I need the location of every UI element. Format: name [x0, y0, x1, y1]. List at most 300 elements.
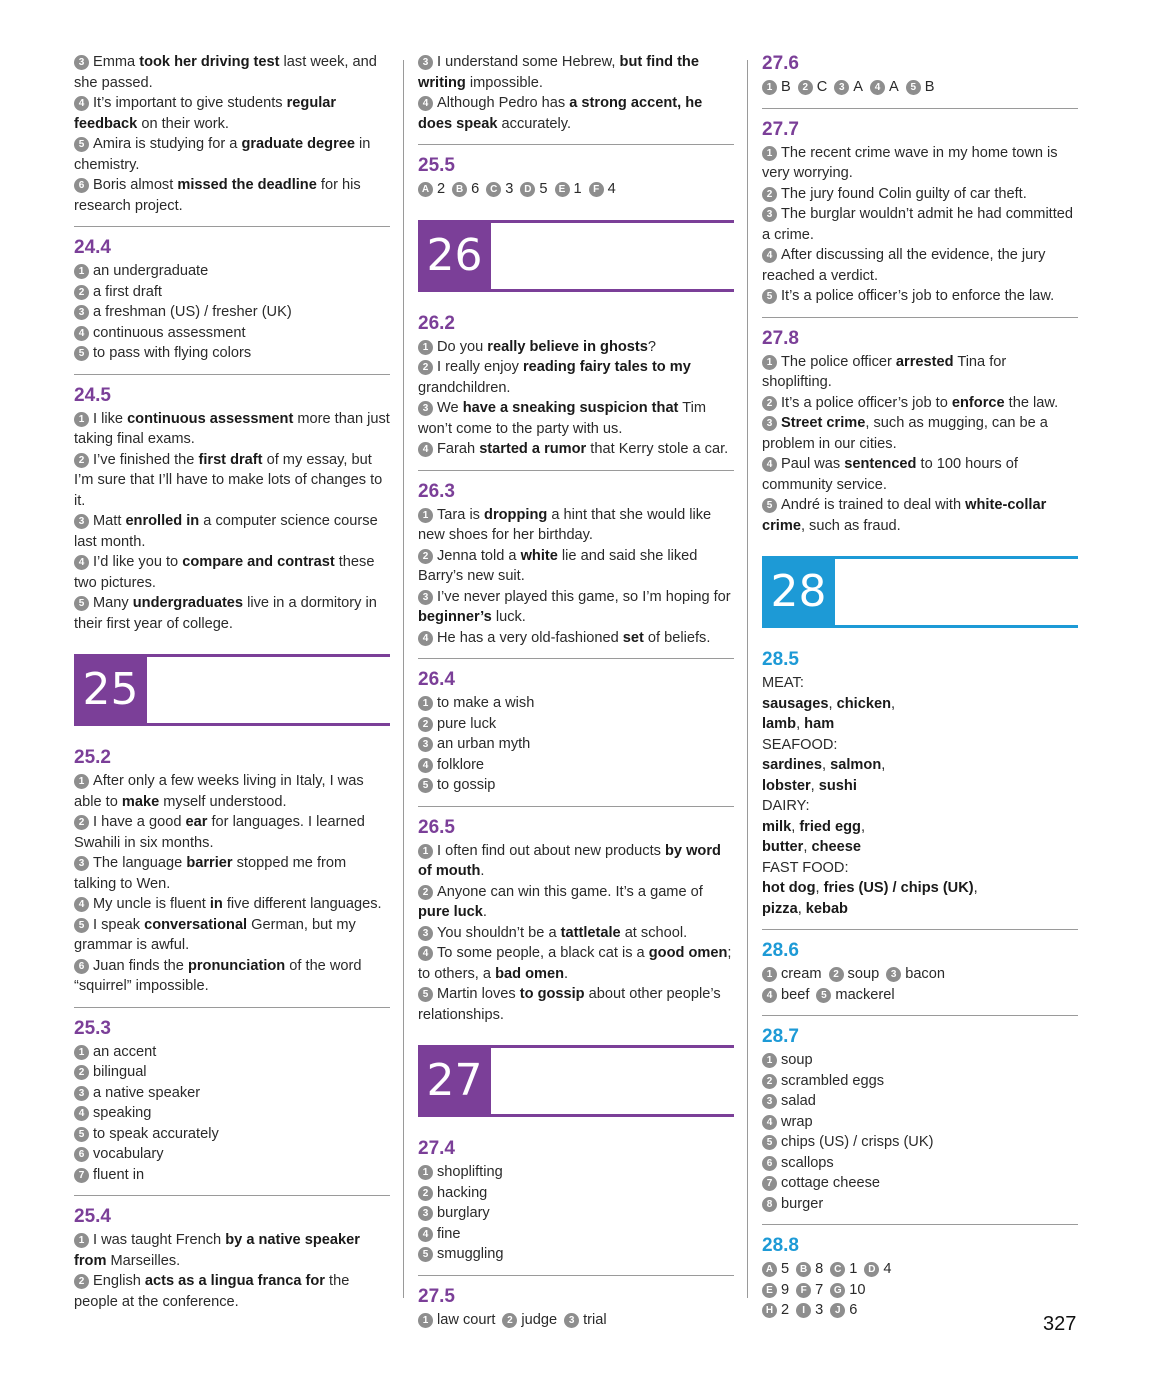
item-number-badge: 2: [74, 285, 89, 300]
answer-text: scrambled eggs: [781, 1072, 885, 1089]
item-number-badge: J: [830, 1303, 845, 1318]
answer-item: [74, 343, 390, 364]
answer-row: [762, 1259, 1078, 1280]
answer-text: burger: [781, 1195, 824, 1212]
section-heading: 28.7: [762, 1026, 799, 1047]
answer-pair: [564, 1310, 607, 1331]
answer-item: [418, 1203, 734, 1224]
item-number-badge: 8: [762, 1197, 777, 1212]
bold-answer-text: to gossip: [519, 986, 585, 1002]
answer-text: My uncle is fluent: [93, 896, 210, 912]
answer-item: [762, 1112, 1078, 1133]
item-number-badge: 4: [418, 442, 433, 457]
item-number-badge: 1: [762, 1053, 777, 1068]
section-heading: 26.3: [418, 480, 455, 502]
answer-item: [74, 915, 390, 956]
bold-answer-text: in: [209, 896, 223, 912]
item-number-badge: 1: [74, 264, 89, 279]
section-heading: 27.8: [762, 327, 799, 349]
answer-pair: [486, 179, 513, 200]
item-number-badge: 5: [418, 987, 433, 1002]
answer-pair: [589, 179, 616, 200]
answer-pair: [452, 179, 479, 200]
answer-text: It’s a police officer’s job to enforce the law.: [781, 288, 1055, 304]
answer-item: [74, 1230, 390, 1271]
section-24-3-continued: [74, 52, 390, 227]
answer-line: [762, 776, 1078, 797]
answer-pair: [418, 179, 445, 200]
item-number-badge: F: [589, 182, 604, 197]
answer-line: [762, 673, 1078, 694]
item-number-badge: G: [830, 1283, 845, 1298]
item-number-badge: 2: [418, 1186, 433, 1201]
answer-text: for languages. I learned Swahili in six months.: [74, 814, 365, 851]
answer-text: , such as mugging, can be a problem in our cities.: [762, 415, 1048, 452]
answer-pair: [906, 77, 935, 98]
bold-answer-text: a strong accent, he does speak: [418, 95, 703, 132]
answer-item: [74, 450, 390, 512]
answer-item: [418, 439, 734, 460]
answer-item: [74, 894, 390, 915]
item-number-badge: 3: [74, 514, 89, 529]
item-number-badge: 3: [74, 856, 89, 871]
answer-row: [762, 1300, 1078, 1321]
answer-text: English: [93, 1273, 145, 1289]
item-number-badge: B: [452, 182, 467, 197]
answer-item: [74, 593, 390, 634]
item-number-badge: 3: [418, 737, 433, 752]
item-number-badge: 1: [762, 355, 777, 370]
bold-answer-text: have a sneaking suspicion that: [462, 400, 679, 416]
item-number-badge: 4: [74, 555, 89, 570]
bold-answer-text: hot dog: [762, 880, 816, 896]
answer-item: [762, 1132, 1078, 1153]
answer-text: in chemistry.: [74, 136, 371, 173]
answer-text: for his research project.: [74, 177, 361, 214]
item-number-badge: 1: [418, 844, 433, 859]
section-heading: 26.5: [418, 816, 455, 838]
answer-text: Tara is: [437, 506, 485, 523]
answer-pair: [762, 1259, 789, 1280]
answer-item: [74, 282, 390, 303]
item-number-badge: 2: [762, 187, 777, 202]
bold-answer-text: by a native speaker from: [74, 1232, 360, 1269]
item-number-badge: 2: [418, 549, 433, 564]
item-number-badge: 5: [74, 137, 89, 152]
answer-item: [762, 1173, 1078, 1194]
answer-text: The police officer: [781, 353, 896, 370]
answer-item: [74, 323, 390, 344]
item-number-badge: 1: [74, 1233, 89, 1248]
section-26-2: [418, 312, 734, 471]
answer-line: [762, 858, 1078, 879]
answer-item: [74, 1271, 390, 1312]
bold-answer-text: set: [622, 629, 644, 646]
bold-answer-text: chicken: [836, 695, 891, 712]
answer-item: [762, 495, 1078, 536]
item-number-badge: 1: [74, 774, 89, 789]
answer-pair: [418, 1310, 495, 1331]
answer-text: a freshman (US) / fresher (UK): [93, 304, 292, 320]
answer-text: smuggling: [437, 1246, 504, 1262]
answer-text: 4: [607, 181, 616, 197]
answer-text: ,: [973, 880, 978, 896]
answer-item: [418, 984, 734, 1025]
answer-pair: [796, 1300, 823, 1321]
section-heading: 27.4: [418, 1138, 455, 1159]
bold-answer-text: good omen: [648, 945, 728, 961]
item-number-badge: 4: [418, 631, 433, 646]
item-number-badge: 1: [762, 967, 777, 982]
item-number-badge: 3: [886, 967, 901, 982]
bold-answer-text: took her driving test: [139, 54, 280, 70]
answer-text: an accent: [93, 1043, 157, 1060]
answer-item: [74, 175, 390, 216]
bold-answer-text: cheese: [811, 839, 861, 855]
answer-text: B: [781, 79, 791, 95]
section-heading: 25.3: [74, 1017, 111, 1039]
section-25-2: [74, 746, 390, 1008]
bold-answer-text: conversational: [144, 916, 248, 933]
bold-answer-text: lobster: [762, 777, 811, 794]
section-27-4: [418, 1137, 734, 1276]
item-number-badge: 3: [418, 1206, 433, 1221]
item-number-badge: A: [418, 182, 433, 197]
unit-number: 26: [418, 223, 491, 289]
answer-line: [762, 735, 1078, 756]
answer-item: [74, 302, 390, 323]
answer-pair: [834, 77, 863, 98]
answer-text: accurately.: [497, 115, 572, 132]
answer-text: It’s a police officer’s job to: [781, 394, 952, 411]
item-number-badge: 2: [798, 80, 813, 95]
answer-text: I have a good: [93, 814, 186, 830]
item-number-badge: 4: [74, 96, 89, 111]
answer-line: [762, 837, 1078, 858]
bold-answer-text: ham: [804, 716, 835, 732]
column-divider: [403, 60, 404, 1298]
answer-text: I’ve never played this game, so I’m hoping for: [437, 588, 731, 605]
item-number-badge: 4: [418, 1227, 433, 1242]
item-number-badge: 2: [418, 885, 433, 900]
answer-pair: [870, 77, 899, 98]
column-1: [74, 52, 390, 1331]
item-number-badge: C: [830, 1262, 845, 1277]
section-heading: 27.6: [762, 53, 799, 74]
answer-text: an urban myth: [437, 736, 531, 752]
bold-answer-text: sardines: [762, 757, 823, 773]
answer-item: [74, 1083, 390, 1104]
bold-answer-text: sushi: [818, 777, 857, 794]
item-number-badge: 5: [74, 918, 89, 933]
section-25-3: [74, 1017, 390, 1197]
answer-item: [762, 1194, 1078, 1215]
item-number-badge: 2: [74, 453, 89, 468]
answer-text: a first draft: [93, 283, 162, 300]
answer-text: , such as fraud.: [800, 517, 901, 534]
bold-answer-text: acts as a lingua franca for: [144, 1273, 325, 1289]
item-number-badge: 6: [74, 178, 89, 193]
answer-text: salad: [781, 1093, 816, 1109]
answer-text: I speak: [93, 916, 145, 933]
answer-text: chips (US) / crisps (UK): [781, 1134, 934, 1150]
answer-text: Do you: [437, 338, 488, 355]
answer-text: these two pictures.: [74, 554, 375, 591]
answer-item: [418, 628, 734, 649]
answer-text: ,: [796, 716, 805, 732]
answer-item: [74, 812, 390, 853]
answer-text: The language: [93, 855, 187, 871]
answer-item: [74, 511, 390, 552]
item-number-badge: 4: [74, 326, 89, 341]
answer-text: Marseilles.: [106, 1252, 181, 1269]
answer-item: [418, 693, 734, 714]
answer-text: fine: [437, 1225, 461, 1242]
answer-text: The jury found Colin guilty of car theft.: [781, 185, 1027, 202]
item-number-badge: I: [796, 1303, 811, 1318]
page-number: 327: [1043, 1313, 1077, 1335]
answer-text: Amira is studying for a: [93, 136, 242, 152]
answer-text: I was taught French: [93, 1232, 226, 1248]
item-number-badge: 3: [762, 207, 777, 222]
answer-item: [762, 454, 1078, 495]
answer-text: ,: [791, 818, 800, 835]
item-number-badge: 3: [74, 305, 89, 320]
item-number-badge: 4: [762, 457, 777, 472]
answer-item: [74, 1062, 390, 1083]
answer-item: [418, 93, 734, 134]
answer-line: [762, 899, 1078, 920]
answer-text: 5: [539, 181, 548, 197]
answer-pair: [830, 1300, 857, 1321]
section-26-3: [418, 480, 734, 660]
answer-text: 7: [815, 1281, 824, 1298]
answer-item: [418, 52, 734, 93]
answer-item: [418, 734, 734, 755]
answer-item: [418, 337, 734, 358]
answer-pair: [816, 985, 894, 1006]
answer-text: ,: [810, 777, 819, 794]
answer-item: [74, 1124, 390, 1145]
answer-item: [762, 1050, 1078, 1071]
answer-text: soup: [847, 966, 880, 982]
answer-text: ,: [860, 818, 865, 835]
item-number-badge: D: [520, 182, 535, 197]
answer-text: A: [889, 79, 899, 95]
bold-answer-text: enforce: [951, 394, 1005, 411]
answer-pair: [830, 1259, 857, 1280]
unit-banner-25: [74, 654, 390, 726]
answer-text: folklore: [437, 756, 485, 773]
section-27-8: [762, 327, 1078, 547]
answer-pair: [555, 179, 582, 200]
item-number-badge: 1: [74, 1045, 89, 1060]
item-number-badge: D: [864, 1262, 879, 1277]
answer-text: Anyone can win this game. It’s a game of: [437, 883, 703, 900]
answer-item: [418, 1162, 734, 1183]
answer-text: a native speaker: [93, 1084, 201, 1101]
answer-item: [418, 841, 734, 882]
answer-item: [74, 261, 390, 282]
answer-text: We: [437, 400, 463, 416]
answer-text: about other people’s relationships.: [418, 986, 721, 1023]
answer-text: an undergraduate: [93, 263, 209, 279]
item-number-badge: 5: [906, 80, 921, 95]
bold-answer-text: ear: [185, 814, 208, 830]
answer-item: [74, 52, 390, 93]
answer-item: [762, 1091, 1078, 1112]
section-heading: 28.8: [762, 1235, 799, 1256]
section-heading: 25.4: [74, 1206, 111, 1227]
answer-text: B: [924, 79, 935, 95]
answer-text: soup: [781, 1052, 813, 1068]
column-2: [418, 52, 734, 1349]
answer-text: beef: [781, 986, 810, 1003]
unit-banner-27: [418, 1045, 734, 1117]
answer-item: [418, 1244, 734, 1265]
answer-text: Although Pedro has: [437, 95, 570, 111]
answer-item: [418, 714, 734, 735]
item-number-badge: 4: [74, 1106, 89, 1121]
answer-text: 4: [883, 1261, 892, 1277]
section-heading: 24.4: [74, 237, 111, 258]
answer-text: of the word “squirrel” impossible.: [74, 957, 362, 994]
answer-pair: [762, 1280, 789, 1301]
answer-item: [74, 853, 390, 894]
bold-answer-text: continuous assessment: [127, 410, 294, 427]
answer-text: 3: [815, 1302, 824, 1318]
answer-pair: [864, 1259, 891, 1280]
bold-answer-text: barrier: [186, 855, 233, 871]
answer-text: to gossip: [437, 777, 496, 793]
unit-number: 28: [762, 559, 835, 625]
answer-text: speaking: [93, 1105, 152, 1121]
answer-item: [418, 357, 734, 398]
bold-answer-text: graduate degree: [241, 136, 355, 152]
item-number-badge: A: [762, 1262, 777, 1277]
answer-text: grandchildren.: [418, 379, 511, 396]
item-number-badge: E: [555, 182, 570, 197]
answer-item: [74, 93, 390, 134]
answer-item: [74, 956, 390, 997]
answer-text: cream: [781, 966, 822, 982]
answer-text: shoplifting: [437, 1164, 503, 1180]
answer-item: [762, 393, 1078, 414]
answer-pair: [830, 1280, 865, 1301]
answer-text: I’ve finished the: [93, 451, 199, 468]
column-3: [762, 52, 1078, 1340]
item-number-badge: 7: [74, 1168, 89, 1183]
item-number-badge: 5: [816, 988, 831, 1003]
answer-text: last week, and she passed.: [74, 54, 377, 91]
answer-text: Farah: [437, 441, 480, 457]
answer-text: the people at the conference.: [74, 1273, 350, 1310]
answer-text: After discussing all the evidence, the jury reached a verdict.: [762, 247, 1046, 284]
item-number-badge: 4: [74, 897, 89, 912]
section-heading: 27.7: [762, 118, 799, 140]
answer-text: vocabulary: [93, 1146, 164, 1162]
answer-text: 2: [781, 1302, 790, 1318]
item-number-badge: 1: [418, 340, 433, 355]
answer-text: myself understood.: [159, 793, 287, 810]
answer-text: German, but my grammar is awful.: [74, 916, 356, 953]
answer-line: [762, 694, 1078, 715]
answer-item: [762, 413, 1078, 454]
unit-number: 27: [418, 1048, 491, 1114]
bold-answer-text: missed the deadline: [177, 177, 317, 193]
item-number-badge: 1: [418, 1165, 433, 1180]
answer-item: [418, 755, 734, 776]
item-number-badge: 2: [418, 360, 433, 375]
answer-text: on their work.: [137, 115, 229, 132]
bold-answer-text: butter: [762, 839, 804, 855]
answer-text: You shouldn’t be a: [437, 924, 561, 941]
item-number-badge: 1: [762, 80, 777, 95]
item-number-badge: 4: [418, 96, 433, 111]
item-number-badge: 3: [762, 416, 777, 431]
answer-text: ,: [797, 900, 806, 917]
item-number-badge: 1: [74, 412, 89, 427]
item-number-badge: 2: [829, 967, 844, 982]
answer-text: I understand some Hebrew,: [437, 54, 620, 70]
section-heading: 24.5: [74, 384, 111, 406]
answer-text: Boris almost: [93, 177, 178, 193]
item-number-badge: 4: [762, 248, 777, 263]
item-number-badge: 1: [762, 146, 777, 161]
answer-text: 6: [471, 181, 480, 197]
answer-pair: [798, 77, 828, 98]
bold-answer-text: reading fairy tales to my: [522, 359, 691, 375]
section-heading: 27.5: [418, 1285, 455, 1307]
item-number-badge: 6: [762, 1156, 777, 1171]
answer-item: [418, 923, 734, 944]
answer-pair: [502, 1310, 557, 1331]
bold-answer-text: by word of mouth: [418, 842, 721, 879]
answer-text: Paul was: [781, 456, 845, 472]
item-number-badge: 2: [762, 1074, 777, 1089]
answer-item: [74, 409, 390, 450]
unit-banner-26: [418, 220, 734, 292]
bold-answer-text: arrested: [895, 353, 954, 370]
item-number-badge: 4: [870, 80, 885, 95]
answer-text: ,: [828, 695, 837, 712]
answer-line: [762, 755, 1078, 776]
answer-text: five different languages.: [222, 896, 382, 912]
section-heading: 25.5: [418, 155, 455, 176]
section-25-4: [74, 1205, 390, 1322]
answer-text: ,: [803, 839, 812, 855]
answer-item: [74, 771, 390, 812]
bold-answer-text: enrolled in: [125, 513, 200, 529]
bold-answer-text: fried egg: [799, 818, 861, 835]
section-24-5: [74, 384, 390, 645]
answer-text: Tina for shoplifting.: [762, 353, 1007, 390]
bold-answer-text: pure luck: [418, 904, 483, 920]
answer-text: SEAFOOD:: [762, 736, 838, 753]
answer-item: [74, 134, 390, 175]
answer-text: of beliefs.: [643, 629, 711, 646]
answer-text: MEAT:: [762, 675, 804, 691]
answer-text: Emma: [93, 54, 140, 70]
answer-item: [418, 1183, 734, 1204]
answer-item: [74, 1042, 390, 1063]
answer-pair: [520, 179, 547, 200]
answer-pair: [762, 1300, 789, 1321]
bold-answer-text: kebab: [805, 900, 848, 917]
item-number-badge: 2: [74, 1274, 89, 1289]
item-number-badge: 4: [762, 988, 777, 1003]
answer-text: .: [564, 965, 569, 982]
